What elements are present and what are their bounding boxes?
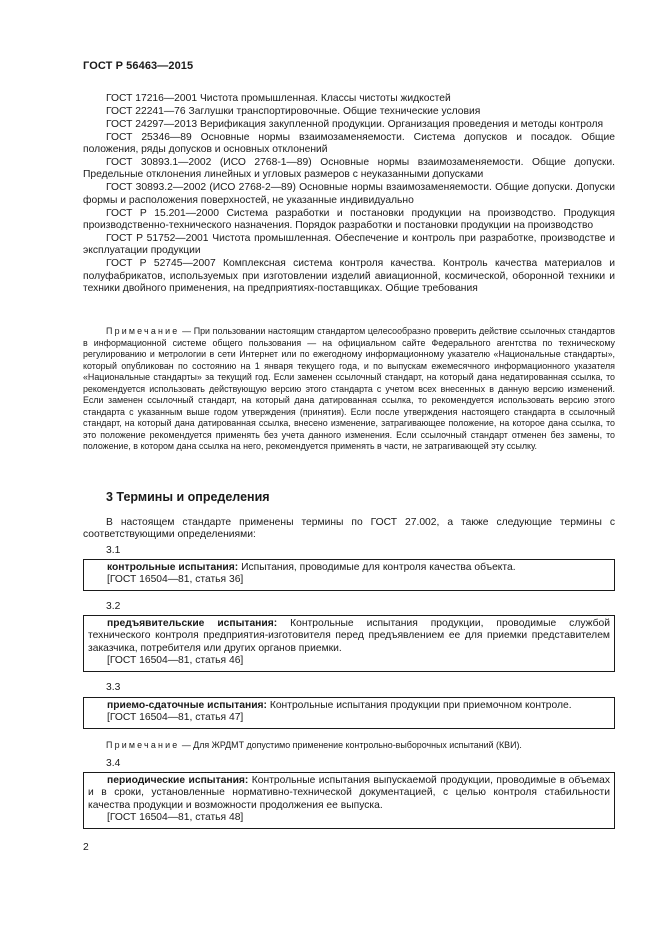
term-number: 3.1: [106, 545, 121, 556]
references-note: [83, 326, 615, 453]
reference-item: ГОСТ 25346—89 Основные нормы взаимозаменяемости. Система допусков и посадок. Общие положения, ряды допусков и основных отклонений: [83, 131, 615, 156]
reference-item: ГОСТ Р 51752—2001 Чистота промышленная. Обеспечение и контроль при разработке, производстве и эксплуатации продукции: [83, 232, 615, 257]
term-definition: Контрольные испытания продукции при приемочном контроле.: [266, 700, 572, 711]
term-definition: Контрольные испытания продукции, проводимые службой технического контроля предприятия-изготовителя перед предъявлением ее для приемки представителем заказчика, потребителя или других органов приемки.: [88, 618, 610, 654]
note-text: — При пользовании настоящим стандартом целесообразно проверить действие ссылочных стандартов в информационной системе общего пользования — на официальном сайте Федерального агентства по техническому регулированию и метрологии в сети Интернет или по ежегодному информационному указателю «Национальные стандарты», который опубликован по состоянию на 1 января текущего года, и по выпускам ежемесячного информационного указателя «Национальные стандарты» за текущий год. Если заменен ссылочный стандарт, на который дана недатированная ссылка, то рекомендуется использовать действующую версию этого стандарта с учетом всех внесенных в данную версию изменений. Если заменен ссылочный стандарт, на который дана датированная ссылка, то рекомендуется использовать версию этого стандарта с указанным выше годом утверждения (принятия). Если после утверждения настоящего стандарта в ссылочный стандарт, на который дана датированная ссылка, внесено изменение, затрагивающее положение, на которое дана ссылка, то это положение рекомендуется применять без учета данного изменения. Если ссылочный стандарт отменен без замены, то положение, в котором дана ссылка на него, рекомендуется применять в части, не затрагивающей эту ссылку.: [83, 326, 615, 451]
term-source: [ГОСТ 16504—81, статья 46]: [107, 655, 244, 667]
term-note: [106, 740, 522, 750]
term-name: приемо-сдаточные испытания:: [107, 700, 267, 711]
term-definition-box: [83, 772, 615, 829]
term-number: 3.3: [106, 682, 121, 693]
term-name: контрольные испытания:: [107, 562, 239, 573]
term-definition: Контрольные испытания выпускаемой продукции, проводимые в объемах и в сроки, установленные нормативно-технической документацией, с целью контроля стабильности качества продукции и возможности продолжения ее выпуска.: [88, 775, 610, 811]
term-number: 3.4: [106, 758, 121, 769]
reference-item: ГОСТ 24297—2013 Верификация закупленной продукции. Организация проведения и методы контроля: [106, 118, 604, 130]
reference-item: ГОСТ 22241—76 Заглушки транспортировочные. Общие технические условия: [106, 105, 481, 117]
note-label: Примечание: [106, 740, 180, 750]
section-intro: В настоящем стандарте применены термины по ГОСТ 27.002, а также следующие термины с соответствующими определениями:: [83, 517, 615, 541]
section-title: 3 Термины и определения: [106, 490, 270, 504]
term-definition: Испытания, проводимые для контроля качества объекта.: [238, 562, 516, 573]
term-name: предъявительские испытания:: [107, 618, 278, 629]
reference-item: ГОСТ 30893.1—2002 (ИСО 2768-1—89) Основные нормы взаимозаменяемости. Общие допуски. Предельные отклонения линейных и угловых размеров с неуказанными допусками: [83, 157, 615, 181]
note-label: Примечание: [106, 326, 180, 336]
reference-item: ГОСТ 30893.2—2002 (ИСО 2768-2—89) Основные нормы взаимозаменяемости. Общие допуски. Допуски формы и расположения поверхностей, не указанные индивидуально: [83, 182, 615, 206]
term-number: 3.2: [106, 601, 121, 612]
term-definition-box: [83, 697, 615, 729]
document-header: ГОСТ Р 56463—2015: [83, 60, 194, 72]
reference-item: ГОСТ 17216—2001 Чистота промышленная. Классы чистоты жидкостей: [106, 93, 451, 104]
reference-item: ГОСТ Р 15.201—2000 Система разработки и постановки продукции на производство. Продукция производственно-технического назначения. Порядок разработки и постановки продукции на производство: [83, 207, 615, 232]
term-source: [ГОСТ 16504—81, статья 48]: [107, 812, 244, 824]
term-source: [ГОСТ 16504—81, статья 47]: [107, 712, 244, 724]
term-source: [ГОСТ 16504—81, статья 36]: [107, 574, 244, 586]
term-definition-box: [83, 615, 615, 672]
note-text: — Для ЖРДМТ допустимо применение контрольно-выборочных испытаний (КВИ).: [179, 740, 522, 750]
normative-references: [83, 93, 615, 296]
reference-item: ГОСТ Р 52745—2007 Комплексная система контроля качества. Контроль качества материалов и полуфабрикатов, используемых при изготовлении изделий авиационной, космической, оборонной техники и техники двойного применения, на предприятиях-поставщиках. Общие требования: [83, 258, 615, 295]
term-definition-box: [83, 559, 615, 591]
page-number: 2: [83, 842, 89, 853]
term-name: периодические испытания:: [107, 775, 249, 786]
